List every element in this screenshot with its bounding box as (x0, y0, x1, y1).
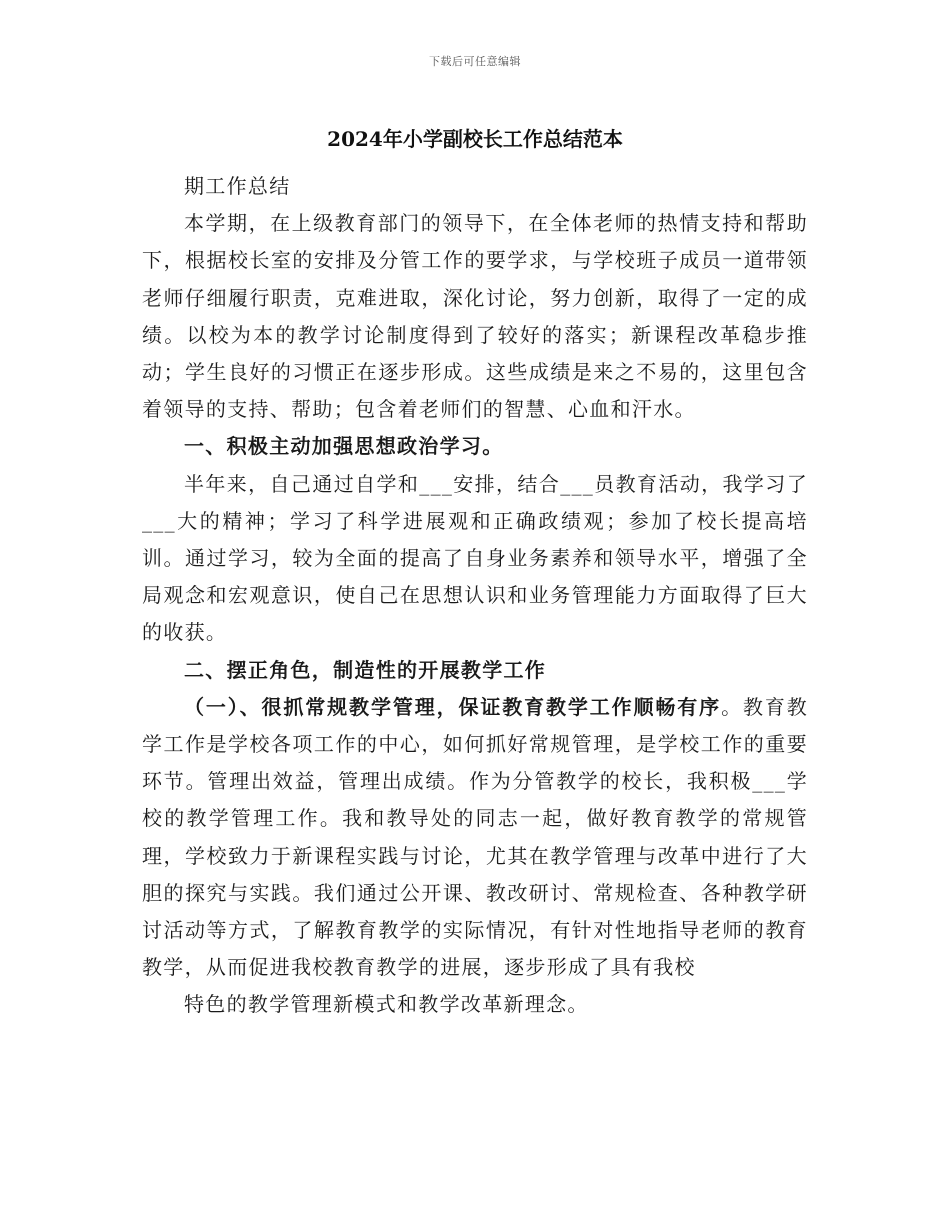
document-title: 2024年小学副校长工作总结范本 (327, 127, 623, 151)
paragraph-intro-label: 期工作总结 (184, 174, 291, 198)
paragraph-intro: 本学期，在上级教育部门的领导下，在全体老师的热情支持和帮助下，根据校长室的安排及分管工作的要学求，与学校班子成员一道带领老师仔细履行职责，克难进取，深化讨论，努力创新，取得了一定的成绩。以校为本的教学讨论制度得到了较好的落实；新课程改革稳步推动；学生良好的习惯正在逐步形成。这些成绩是来之不易的，这里包含着领导的支持、帮助；包含着老师们的智慧、心血和汗水。 (142, 211, 808, 422)
paragraph-continuation: 特色的教学管理新模式和教学改革新理念。 (184, 992, 589, 1017)
subsection-text: 。教育教学工作是学校各项工作的中心，如何抓好常规管理，是学校工作的重要环节。管理出效益，管理出成绩。作为分管教学的校长，我积极___学校的教学管理工作。我和教导处的同志一起，做好教育教学的常规管理，学校致力于新课程实践与讨论，尤其在教学管理与改革中进行了大胆的探究与实践。我们通过公开课、教改研讨、常规检查、各种教学研讨活动等方式，了解教育教学的实际情况，有针对性地指导老师的教育教学，从而促进我校教育教学的进展，逐步形成了具有我校 (142, 694, 809, 980)
paragraph-section-1: 半年来，自己通过自学和___安排，结合___员教育活动，我学习了___大的精神；学习了科学进展观和正确政绩观；参加了校长提高培训。通过学习，较为全面的提高了自身业务素养和领导水平，增强了全局观念和宏观意识，使自己在思想认识和业务管理能力方面取得了巨大的收获。 (142, 471, 808, 645)
section-heading-2: 二、摆正角色，制造性的开展教学工作 (184, 657, 547, 682)
document-body (142, 168, 808, 1024)
subsection-heading: （一）、很抓常规教学管理，保证教育教学工作顺畅有序 (184, 694, 722, 719)
header-note: 下载后可任意编辑 (429, 55, 521, 68)
paragraph-section-2-1 (142, 689, 808, 987)
section-heading-1: 一、积极主动加强思想政治学习。 (184, 434, 504, 459)
